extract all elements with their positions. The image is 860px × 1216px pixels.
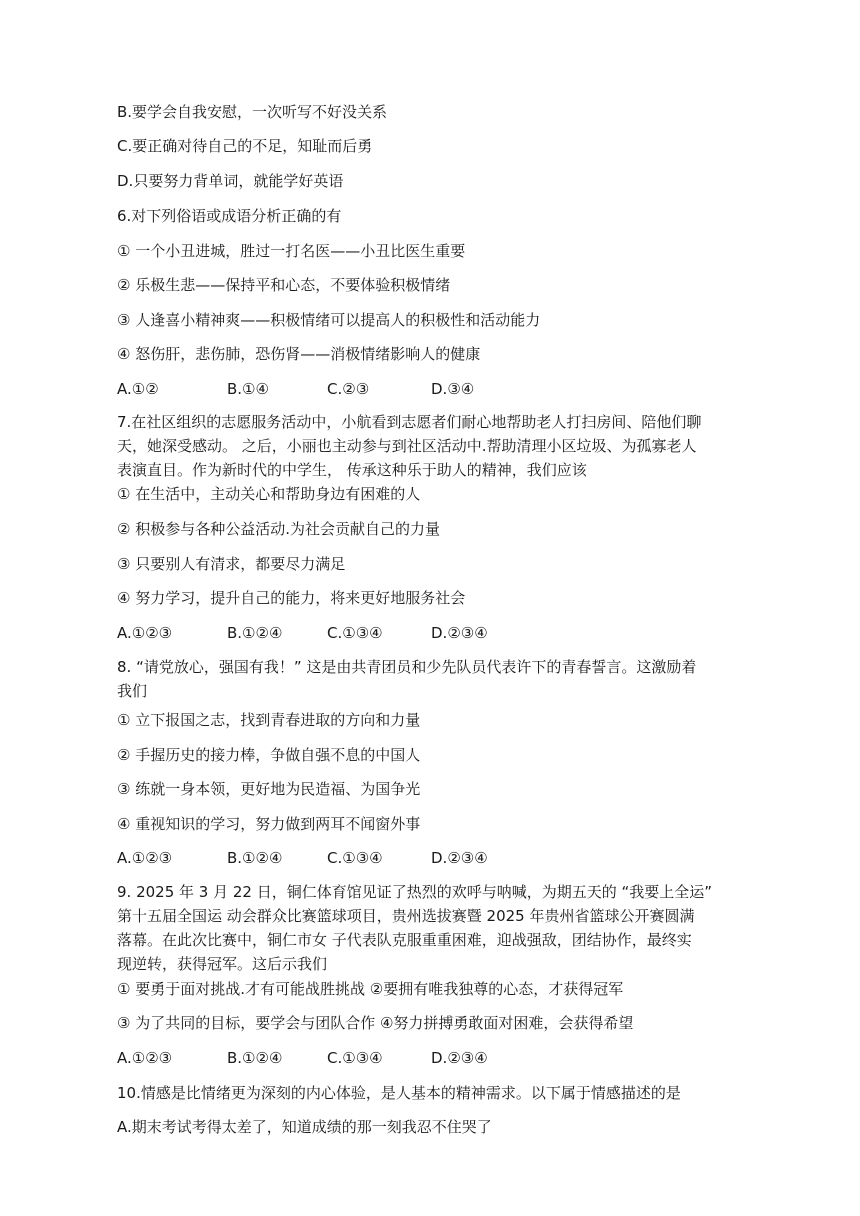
q7-choice-b: B.①②④ <box>227 624 283 642</box>
q8-stem-line: 我们 <box>117 682 148 700</box>
q6-choice-a: A.①② <box>117 380 159 398</box>
q7-choice-d: D.②③④ <box>431 624 488 642</box>
q7-stem-line: 7.在社区组织的志愿服务活动中，小航看到志愿者们耐心地帮助老人打扫房间、陪他们聊 <box>117 413 702 431</box>
q6-item-2: ② 乐极生悲——保持平和心态，不要体验积极情绪 <box>117 276 451 294</box>
q8-choice-a: A.①②③ <box>117 849 173 867</box>
q8-choice-d: D.②③④ <box>431 849 488 867</box>
q7-stem-line: 天，她深受感动。 之后，小丽也主动参与到社区活动中.帮助清理小区垃圾、为孤寡老人 <box>117 437 697 455</box>
q7-item-1: ① 在生活中，主动关心和帮助身边有困难的人 <box>117 485 421 503</box>
q7-stem-line: 表演直目。作为新时代的中学生， 传承这种乐于助人的精神，我们应该 <box>117 461 587 479</box>
q6-item-4: ④ 怒伤肝，悲伤肺，恐伤肾——消极情绪影响人的健康 <box>117 345 481 363</box>
q9-items-1-2: ① 要勇于面对挑战.才有可能战胜挑战 ②要拥有唯我独尊的心态，才获得冠军 <box>117 980 624 998</box>
q9-items-3-4: ③ 为了共同的目标，要学会与团队合作 ④努力拼搏勇敢面对困难，会获得希望 <box>117 1014 634 1032</box>
q7-choice-a: A.①②③ <box>117 624 173 642</box>
q6-item-1: ① 一个小丑进城，胜过一打名医——小丑比医生重要 <box>117 242 466 260</box>
q9-choice-c: C.①③④ <box>327 1049 383 1067</box>
q5-option-b: B.要学会自我安慰，一次听写不好没关系 <box>117 103 388 121</box>
q6-choice-c: C.②③ <box>327 380 370 398</box>
q9-stem-line: 9. 2025 年 3 月 22 日，铜仁体育馆见证了热烈的欢呼与呐喊，为期五天的 “我要上全运” <box>117 883 713 901</box>
q9-choices <box>117 1047 541 1070</box>
q9-choice-a: A.①②③ <box>117 1049 173 1067</box>
q5-option-c: C.要正确对待自己的不足，知耻而后勇 <box>117 137 373 155</box>
q7-choice-c: C.①③④ <box>327 624 383 642</box>
q8-choice-c: C.①③④ <box>327 849 383 867</box>
q7-stem <box>117 410 722 482</box>
q9-stem <box>117 880 722 976</box>
q9-choice-d: D.②③④ <box>431 1049 488 1067</box>
q9-stem-line: 第十五届全国运 动会群众比赛篮球项目，贵州选拔赛暨 2025 年贵州省篮球公开赛圆满 <box>117 907 695 925</box>
q7-item-2: ② 积极参与各种公益活动.为社会贡献自己的力量 <box>117 520 440 538</box>
q8-choices <box>117 847 541 870</box>
q6-choice-d: D.③④ <box>431 380 475 398</box>
q6-choices <box>117 378 541 401</box>
q8-stem-line: 8. “请党放心，强国有我！” 这是由共青团员和少先队员代表许下的青春誓言。这激励着 <box>117 658 697 676</box>
q8-item-1: ① 立下报国之志，找到青春进取的方向和力量 <box>117 711 421 729</box>
q10-option-a: A.期末考试考得太差了，知道成绩的那一刻我忍不住哭了 <box>117 1118 492 1136</box>
q8-stem <box>117 655 722 703</box>
q7-item-4: ④ 努力学习，提升自己的能力，将来更好地服务社会 <box>117 589 466 607</box>
q7-item-3: ③ 只要别人有清求，都要尽力满足 <box>117 555 346 573</box>
q6-choice-b: B.①④ <box>227 380 269 398</box>
q6-stem: 6.对下列俗语或成语分析正确的有 <box>117 207 342 225</box>
q8-item-3: ③ 练就一身本领，更好地为民造福、为国争光 <box>117 780 421 798</box>
q8-item-4: ④ 重视知识的学习，努力做到两耳不闻窗外事 <box>117 815 421 833</box>
q9-choice-b: B.①②④ <box>227 1049 283 1067</box>
q9-stem-line: 现逆转，获得冠军。这后示我们 <box>117 955 328 973</box>
q5-option-d: D.只要努力背单词，就能学好英语 <box>117 172 344 190</box>
q7-choices <box>117 622 541 645</box>
q8-choice-b: B.①②④ <box>227 849 283 867</box>
q10-stem: 10.情感是比情绪更为深刻的内心体验，是人基本的精神需求。以下属于情感描述的是 <box>117 1084 681 1102</box>
q9-stem-line: 落幕。在此次比赛中，铜仁市女 子代表队克服重重困难，迎战强敌，团结协作，最终实 <box>117 931 692 949</box>
q8-item-2: ② 手握历史的接力棒，争做自强不息的中国人 <box>117 746 421 764</box>
q6-item-3: ③ 人逢喜小精神爽——积极情绪可以提高人的积极性和活动能力 <box>117 311 541 329</box>
